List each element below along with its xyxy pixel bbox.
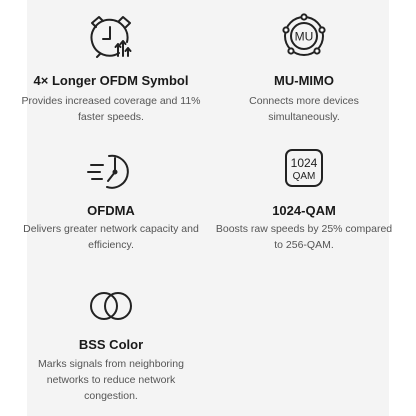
feature-description: Delivers greater network capacity and efficiency. <box>23 223 199 251</box>
feature-title: OFDMA <box>87 203 135 218</box>
feature-description: Provides increased coverage and 11% faster speeds. <box>21 95 201 123</box>
qam-icon-label-top: 1024 <box>290 156 318 170</box>
mu-mimo-icon-label: MU <box>294 29 314 44</box>
feature-title: 1024-QAM <box>272 203 336 218</box>
qam-icon-label-bottom: QAM <box>292 171 316 182</box>
mu-mimo-icon <box>209 14 399 58</box>
feature-title: 4× Longer OFDM Symbol <box>33 73 189 88</box>
qam-badge-icon <box>209 146 399 190</box>
feature-title: MU-MIMO <box>274 73 334 88</box>
features-panel <box>21 0 393 416</box>
alarm-clock-icon <box>16 14 206 58</box>
speed-clock-icon <box>16 150 206 194</box>
feature-description: Boosts raw speeds by 25% compared to 256-QAM. <box>215 223 393 251</box>
feature-description: Marks signals from neighboring networks to reduce network congestion. <box>38 358 184 402</box>
bss-color-icon <box>16 284 206 328</box>
feature-description: Connects more devices simultaneously. <box>249 95 359 123</box>
feature-title: BSS Color <box>78 337 144 352</box>
